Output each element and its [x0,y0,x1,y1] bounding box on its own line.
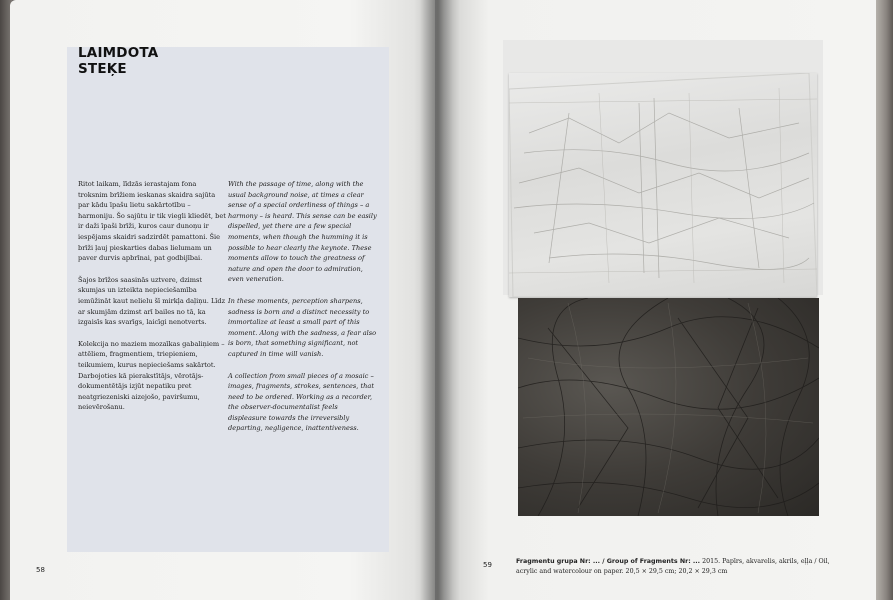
author-last-name: STEĶE [78,61,127,77]
page-number-right: 59 [483,561,492,569]
latvian-paragraph: Šajos brīžos saasinās uztvere, dzimst skumjas un izteikta nepieciešamība iemūžināt kaut nelielu šī mirkļa daļiņu. Līdz ar skumjām dzimst arī bailes no tā, ka izgaisīs kas svarīgs, laicīgi nenotverts. [78,275,226,327]
latvian-paragraph: Kolekcija no maziem mozaīkas gabaliņiem – attēliem, fragmentiem, triepieniem, teikumiem, kurus nepieciešams sakārtot. Darbojoties kā pierakstītājs, vērotājs-dokumentētājs izjūt nepatiku pret neatgriezeniski aizejošo, paviršumu, neievērošanu. [78,339,225,412]
artwork-light-landscape [509,73,817,297]
caption-title: Fragmentu grupa Nr: ... / Group of Fragments Nr: ... [516,558,701,565]
english-text-column [228,179,378,445]
latvian-paragraph: Ritot laikam, līdzās ierastajam fona troksnim brīžiem ieskanas skaidra sajūta par kādu īpašu lietu sakārtotību – harmoniju. Šo sajūtu ir tik viegli kliedēt, bet ir daži īpaši brīži, kuros caur dunoņu ir iespējams skaidri sadzirdēt pamattoni. Šie brīži ļauj pieskarties dabas lielumam un paver durvis apbrīnai, pat godbijībai. [78,180,226,263]
english-paragraph: A collection from small pieces of a mosaic – images, fragments, strokes, sentences, that need to be ordered. Working as a recorder, the observer-documentalist feels displeasure towards the irreversibly departing, negligence, inattentiveness. [228,371,374,433]
author-first-name: LAIMDOTA [78,45,159,61]
artwork-caption [516,557,836,577]
author-name [78,45,158,77]
book-right-edge [876,0,893,600]
page-number-left: 58 [36,566,45,574]
english-paragraph: In these moments, perception sharpens, sadness is born and a distinct necessity to immortalize at least a small part of this moment. Along with the sadness, a fear also is born, that something significant, not captured in time will vanish. [228,296,377,358]
light-artwork-texture [509,73,817,297]
english-paragraph: With the passage of time, along with the usual background noise, at times a clear sense of a special orderliness of things – a harmony – is heard. This sense can be easily dispelled, yet there are a few special moments, when though the humming it is possible to hear clearly the keynote. These moments allow to touch the greatness of nature and open the door to admiration, even veneration. [228,180,377,284]
dark-artwork-texture [518,298,819,516]
caption-details: 2015. Papīrs, akvarelis, akrils, eļļa / Oil, acrylic and watercolour on paper. 20,5 × 29,5 cm; 20,2 × 29,3 cm [516,558,830,575]
latvian-text-column [78,179,226,424]
artwork-dark-branches [518,298,819,516]
